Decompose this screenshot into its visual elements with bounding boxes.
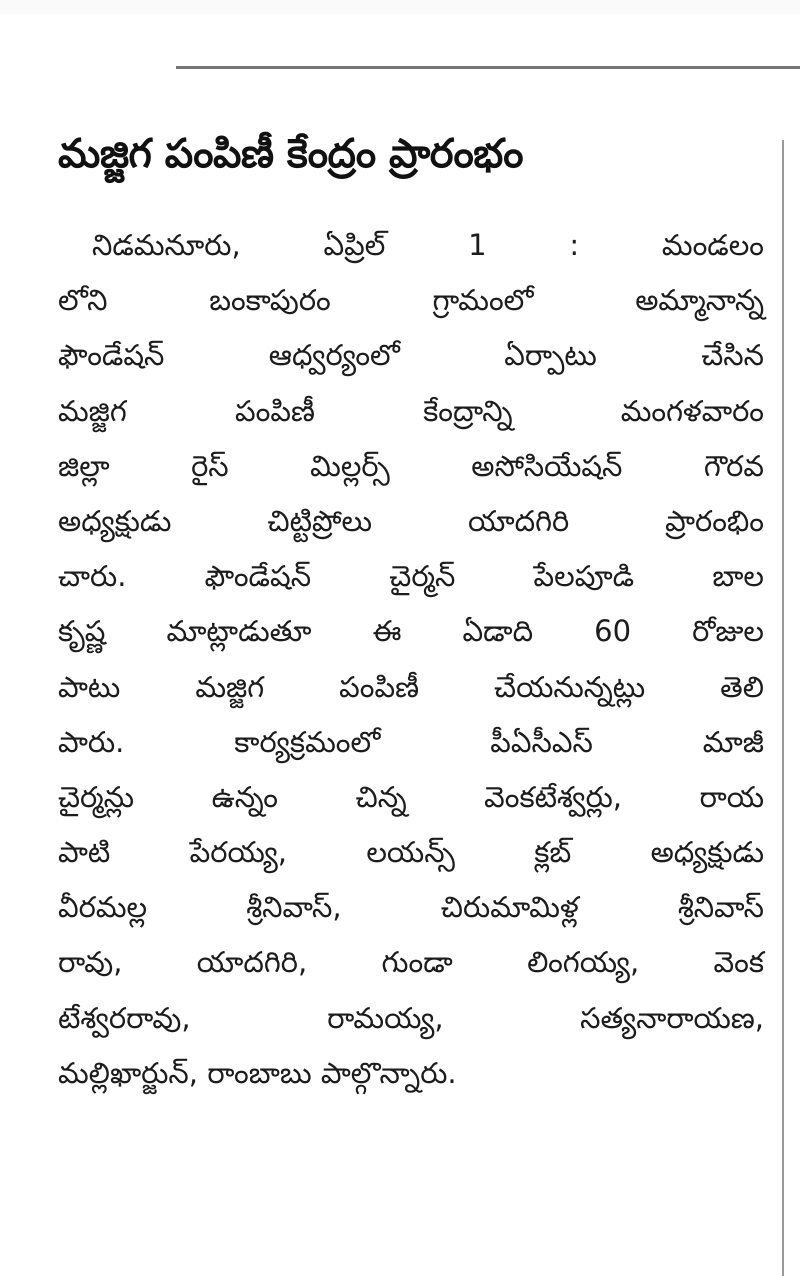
section-divider-rule xyxy=(176,66,800,69)
cropped-previous-article-edge xyxy=(0,0,800,14)
article-line: పాటి పేరయ్య, లయన్స్ క్లబ్ అధ్యక్షుడు xyxy=(58,835,764,870)
article-line: మజ్జిగ పంపిణీ కేంద్రాన్ని మంగళవారం xyxy=(58,393,764,428)
column-divider-rule xyxy=(782,140,784,1276)
article-line: నిడమనూరు, ఏప్రిల్ 1 : మండలం xyxy=(92,228,764,262)
article-line: కృష్ణ మాట్లాడుతూ ఈ ఏడాది 60 రోజుల xyxy=(58,614,764,649)
article-line: చైర్మన్లు ఉన్నం చిన్న వెంకటేశ్వర్లు, రాయ xyxy=(58,779,764,814)
article-line: రావు, యాదగిరి, గుండా లింగయ్య, వెంక xyxy=(58,945,764,980)
article-line: లోని బంకాపురం గ్రామంలో అమ్మానాన్న xyxy=(58,283,764,318)
article-headline: మజ్జిగ పంపిణీ కేంద్రం ప్రారంభం xyxy=(58,131,524,177)
article-line: జిల్లా రైస్ మిల్లర్స్ అసోసియేషన్ గౌరవ xyxy=(58,448,764,483)
article-line: టేశ్వరరావు, రామయ్య, సత్యనారాయణ, xyxy=(58,1000,764,1035)
article-line: చారు. ఫౌండేషన్ చైర్మన్ పేలపూడి బాల xyxy=(58,559,764,594)
article-line: వీరమల్ల శ్రీనివాస్, చిరుమామిళ్ల శ్రీనివాస్ xyxy=(58,890,764,925)
article-line: అధ్యక్షుడు చిట్టిప్రోలు యాదగిరి ప్రారంభిం xyxy=(58,503,764,538)
article-line: పారు. కార్యక్రమంలో పీఏసీఎస్ మాజీ xyxy=(58,724,764,759)
article-line: ఫౌండేషన్ ఆధ్వర్యంలో ఏర్పాటు చేసిన xyxy=(58,338,764,373)
article-line: పాటు మజ్జిగ పంపిణీ చేయనున్నట్లు తెలి xyxy=(58,669,764,704)
article-line: మల్లిఖార్జున్, రాంబాబు పాల్గొన్నారు. xyxy=(58,1055,457,1090)
article-body xyxy=(58,218,764,1268)
